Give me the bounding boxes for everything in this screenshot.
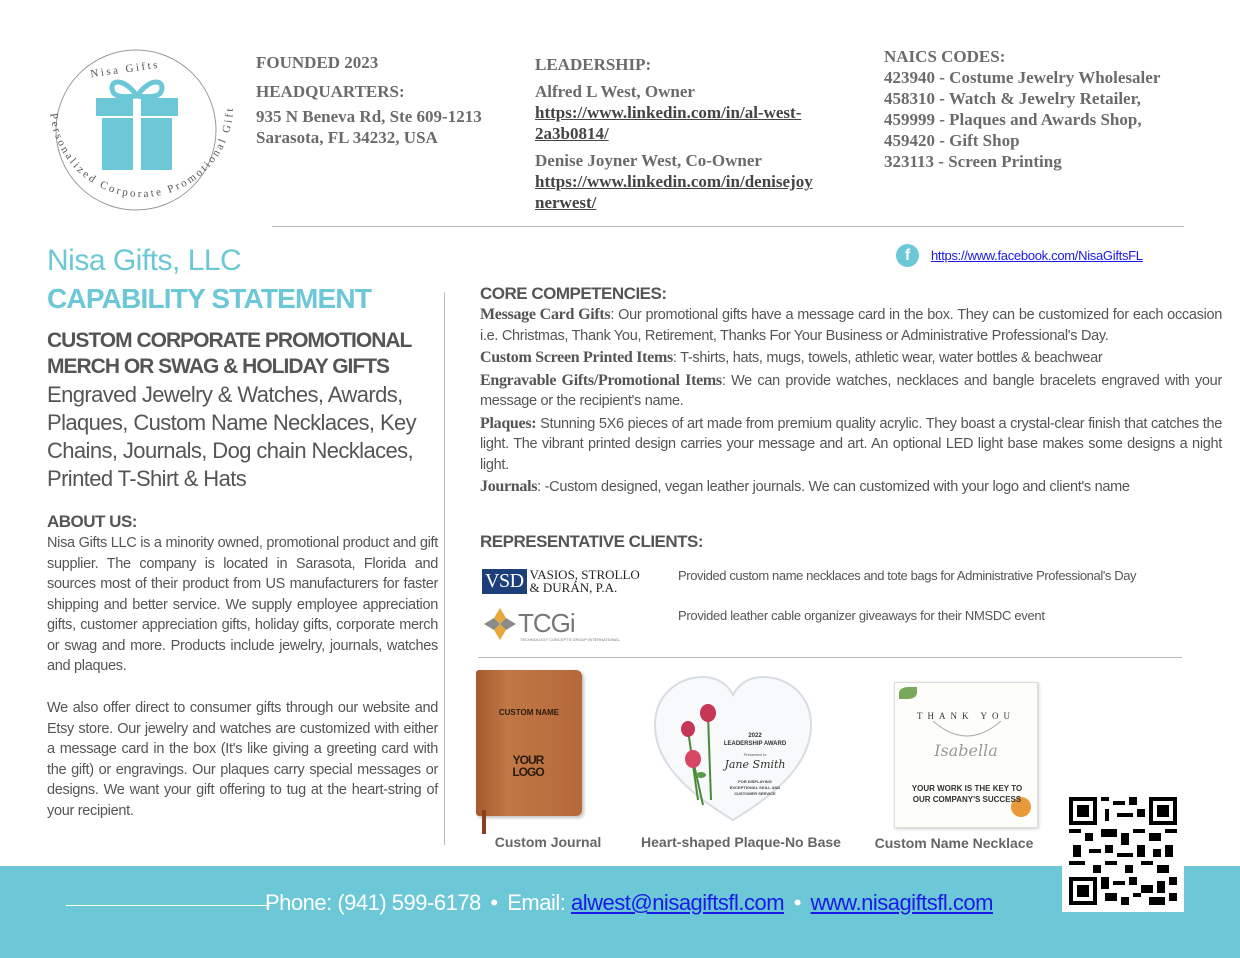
competency-item: Engravable Gifts/Promotional Items: We can provide watches, necklaces and bangle bracelets engraved with your message or the recipient's name. [480,371,1222,409]
leader1-linkedin-link-cont[interactable]: 2a3b0814/ [535,124,609,143]
clients-divider [478,657,1182,658]
logo-top-text: Nisa Gifts [89,58,161,81]
necklace-message: YOUR WORK IS THE KEY TO OUR COMPANY'S SUCCESS [911,784,1023,804]
necklace-leaves-icon [899,687,917,699]
leadership-block [535,54,855,213]
necklace-caption: Custom Name Necklace [874,835,1034,851]
leader1-linkedin-link[interactable]: https://www.linkedin.com/in/al-west- [535,103,802,122]
logo-arc-text: Personalized Corporate Promotional Gift [47,105,237,201]
footer-rule [66,905,270,906]
tagline-1: CUSTOM CORPORATE PROMOTIONAL [47,329,412,352]
footer-separator: • [793,890,801,915]
competency-text: We can provide watches, necklaces and bangle bracelets engraved with your message or the recipient's name. [480,372,1222,409]
plaque-year: 2022 [748,733,762,739]
journal-image [476,670,582,816]
naics-code-1: 423940 - Costume Jewelry Wholesaler [884,68,1161,87]
footer-email-link[interactable]: alwest@nisagiftsfl.com [571,890,785,915]
plaque-for: FOR DISPLAYING EXCEPTIONAL SKILL AND CUSTOMER SERVICE [729,779,781,796]
competency-title: Plaques: [480,414,537,432]
qr-code-icon [1069,797,1177,905]
journal-logo-text: YOUR LOGO [512,753,544,779]
founded-text: FOUNDED 2023 [256,53,379,72]
competency-title: Engravable Gifts/Promotional Items [480,371,722,389]
footer-website-link[interactable]: www.nisagiftsfl.com [810,890,993,915]
tcgi-subtitle: TECHNOLOGY CONCEPTS GROUP INTERNATIONAL [520,637,620,642]
naics-block [884,46,1224,172]
leader2-name: Denise Joyner West, Co-Owner [535,151,762,170]
plaque-name: Jane Smith [724,758,786,771]
facebook-row [896,244,1143,267]
tcgi-diamond-icon [482,606,518,642]
column-divider [444,292,445,845]
journal-caption: Custom Journal [494,834,602,850]
hq-label: HEADQUARTERS: [256,82,405,101]
facebook-link[interactable]: https://www.facebook.com/NisaGiftsFL [931,248,1143,263]
capability-title: CAPABILITY STATEMENT [47,283,372,314]
vsd-name-line1: VASIOS, STROLLO [529,567,640,582]
journal-custom-name: CUSTOM NAME [498,708,560,717]
company-name: Nisa Gifts, LLC [47,244,242,277]
qr-code[interactable] [1062,790,1184,912]
naics-code-2: 458310 - Watch & Jewelry Retailer, [884,89,1141,108]
vsd-name-line2: & DURÁN, P.A. [529,580,618,595]
about-paragraph-2: We also offer direct to consumer gifts through our website and Etsy store. Our jewelry and watches are customized with either a message card in the box (It's like giving a greeting card with the gift) or engravings. Our plaques carry special messages or designs. We want your gift offering to tug at the heart-string of your recipient. [47,700,438,819]
vsd-logo [482,568,640,594]
tcgi-logo [482,606,620,644]
necklace-name: Isabella [934,741,998,760]
competency-item: Custom Screen Printed Items: T-shirts, hats, mugs, towels, athletic wear, water bottles & beachwear [480,349,1103,366]
necklace-top-text: THANK YOU [917,711,1015,721]
core-competencies-label: CORE COMPETENCIES: [480,284,667,303]
leader2-linkedin-link-cont[interactable]: nerwest/ [535,193,597,212]
competency-item: Journals: -Custom designed, vegan leather journals. We can customized with your logo and client's name [480,478,1130,495]
about-paragraph-1: Nisa Gifts LLC is a minority owned, promotional product and gift supplier. The company is located in Sarasota, Florida and sources most of their product from US manufacturers for faster shipping and better service. We supply employee appreciation gifts, customer appreciation gifts, holiday gifts, corporate merch or swag and more. Products include jewelry, journals, watches and plaques. [47,535,438,674]
competency-text: Our promotional gifts have a message card in the box. They can be customized for each occasion i.e. Christmas, Thank You, Retirement, Thanks For Your Business or Administrative Professional's Day. [480,307,1223,344]
product-list: Engraved Jewelry & Watches, Awards, Plaques, Custom Name Necklaces, Key Chains, Journals, Dog chain Necklaces, Printed T-Shirt & Hats [47,382,417,491]
competency-title: Custom Screen Printed Items [480,349,673,366]
competency-title: Message Card Gifts [480,306,611,323]
leader1-name: Alfred L West, Owner [535,82,695,101]
leader2-linkedin-link[interactable]: https://www.linkedin.com/in/denisejoy [535,172,813,191]
naics-code-4: 459420 - Gift Shop [884,131,1020,150]
founded-block [256,52,526,148]
vsd-mark: VSD [482,569,527,594]
competency-item [480,414,1222,476]
tagline-2: MERCH OR SWAG & HOLIDAY GIFTS [47,355,390,378]
journal-bookmark [482,810,486,834]
facebook-icon[interactable]: f [896,244,919,267]
leadership-label: LEADERSHIP: [535,55,652,74]
hq-line1: 935 N Beneva Rd, Ste 609-1213 [256,107,482,126]
company-logo [28,48,238,213]
gift-box-icon [96,82,178,170]
competency-text: Stunning 5X6 pieces of art made from premium quality acrylic. They boast a crystal-clear finish that catches the light. The vibrant printed design carries your message and art. An optional LED light base makes some designs a night light. [480,415,1222,473]
vsd-description: Provided custom name necklaces and tote bags for Administrative Professional's Day [678,568,1137,583]
hq-line2: Sarasota, FL 34232, USA [256,128,438,147]
clients-label: REPRESENTATIVE CLIENTS: [480,532,704,551]
plaque-caption: Heart-shaped Plaque-No Base [641,834,841,850]
plaque-title: LEADERSHIP AWARD [723,741,787,747]
tcgi-mark: TCGi [518,608,575,638]
heart-plaque-image [653,675,813,825]
header-divider [272,226,1184,227]
competency-text: -Custom designed, vegan leather journals. We can customized with your logo and client's name [544,479,1130,495]
core-competencies-list [480,305,1222,500]
about-label: ABOUT US: [47,512,137,531]
footer-email-label: Email: [507,890,566,915]
naics-code-3: 459999 - Plaques and Awards Shop, [884,110,1142,129]
competency-title: Journals [480,478,538,495]
tcgi-description: Provided leather cable organizer giveaways for their NMSDC event [678,608,1045,623]
footer-phone: Phone: (941) 599-6178 [265,890,481,915]
competency-text: T-shirts, hats, mugs, towels, athletic wear, water bottles & beachwear [680,350,1103,366]
naics-label: NAICS CODES: [884,47,1006,66]
necklace-image [894,682,1038,828]
naics-code-5: 323113 - Screen Printing [884,152,1062,171]
plaque-presented: Presented to [743,752,767,757]
footer-separator: • [490,890,498,915]
footer-contact [265,890,993,916]
competency-item: Message Card Gifts: Our promotional gifts have a message card in the box. They can be customized for each occasion i.e. Christmas, Thank You, Retirement, Thanks For Your Business or Administrative Professional's Day. [480,306,1223,344]
